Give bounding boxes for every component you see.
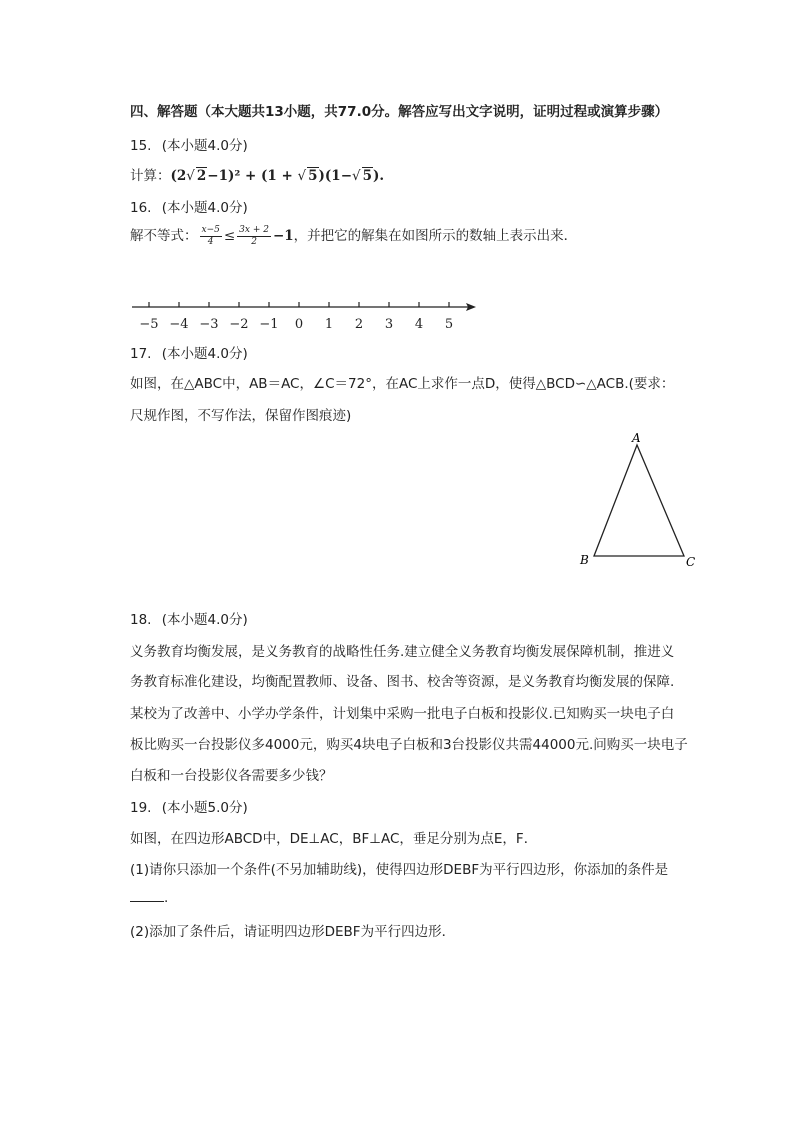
number-line-tick-label: 3 [384,317,394,332]
number-line-tick-label: 1 [324,317,334,332]
q19-line-2: (1)请你只添加一个条件(不另加辅助线)，使得四边形DEBF为平行四边形，你添加的条件是 [130,862,669,878]
q15-score: (本小题4.0分) [161,138,248,154]
q18-line-1: 义务教育均衡发展，是义务教育的战略性任务.建立健全义务教育均衡发展保障机制，推进义 [130,644,675,660]
triangle-figure [570,428,700,573]
triangle-abc [594,445,684,556]
q16-number: 16. [130,200,152,216]
q16-prefix: 解不等式： [130,228,198,244]
number-line-tick-label: −4 [169,317,189,332]
q19-number: 19. [130,800,152,816]
vertex-label-b: B [580,553,589,567]
q16-fraction-1 [200,225,222,248]
q15-radicand-2: 5 [308,168,318,184]
q17-header [130,342,248,362]
q16-inequality [130,224,577,248]
q19-score: (本小题5.0分) [161,800,248,816]
q18-score: (本小题4.0分) [161,612,248,628]
q18-line-4: 板比购买一台投影仪多4000元，购买4块电子白板和3台投影仪共需44000元.问购买一块电子 [130,737,688,753]
q16-suffix: ，并把它的解集在如图所示的数轴上表示出来． [293,228,578,244]
q17-score: (本小题4.0分) [161,346,248,362]
number-line-tick-label: −1 [259,317,279,332]
q16-header [130,196,248,216]
q19-line-1: 如图，在四边形ABCD中，DE⊥AC，BF⊥AC，垂足分别为点E，F． [130,831,538,847]
q15-expression: 计算：(2√ 2−1)² + (1 + √ 5)(1−√ 5). [130,168,385,184]
q16-score: (本小题4.0分) [161,200,248,216]
q16-f2-numerator: 3x + 2 [239,224,269,235]
q17-text-line2: 尺规作图，不写作法，保留作图痕迹) [130,408,352,424]
number-line [125,295,485,337]
number-line-tick-label: −3 [199,317,219,332]
q17-number: 17. [130,346,152,362]
q15-part3: )(1− [318,168,353,184]
q19-line-3 [130,890,168,906]
q16-f1-denominator: 4 [207,236,214,247]
q18-line-5: 白板和一台投影仪各需要多少钱？ [130,768,333,784]
q15-part2: −1)² + (1 + [207,168,298,184]
q15-number: 15. [130,138,152,154]
q16-tail: −1 [272,228,294,244]
number-line-tick-label: 5 [444,317,454,332]
q19-line-3-end: . [164,890,169,906]
number-line-tick-label: −2 [229,317,249,332]
q17-text-line1: 如图，在△ABC中，AB＝AC，∠C＝72°，在AC上求作一点D，使得△BCD∽△ACB.(要求： [130,376,675,392]
q15-prefix: 计算： [130,168,171,184]
q15-radicand-1: 2 [196,168,207,184]
number-line-tick-label: 0 [294,317,304,332]
q18-line-3: 某校为了改善中、小学办学条件，计划集中采购一批电子白板和投影仪.已知购买一块电子白 [130,706,675,722]
q19-line-4: (2)添加了条件后，请证明四边形DEBF为平行四边形． [130,924,456,940]
q18-header [130,608,248,628]
q15-radicand-3: 5 [362,168,373,184]
number-line-tick-label: 2 [354,317,364,332]
q15-part4: ). [373,168,385,184]
number-line-tick-label: 4 [414,317,424,332]
q18-line-2: 务教育标准化建设，均衡配置教师、设备、图书、校舍等资源，是义务教育均衡发展的保障. [130,674,675,690]
q16-f2-denominator: 2 [251,236,257,247]
vertex-label-c: C [686,555,696,569]
q15-part1: (2 [170,168,187,184]
q15-header [130,134,248,154]
q19-header [130,796,248,816]
section-title: 四、解答题（本大题共13小题，共77.0分。解答应写出文字说明，证明过程或演算步骤） [130,104,669,120]
q19-answer-blank[interactable] [130,901,164,902]
q16-fraction-2 [237,225,271,248]
q16-f1-numerator: x−5 [201,224,220,235]
vertex-label-a: A [632,431,641,445]
q16-relation: ≤ [223,228,236,244]
q18-number: 18. [130,612,152,628]
number-line-tick-label: −5 [139,317,159,332]
